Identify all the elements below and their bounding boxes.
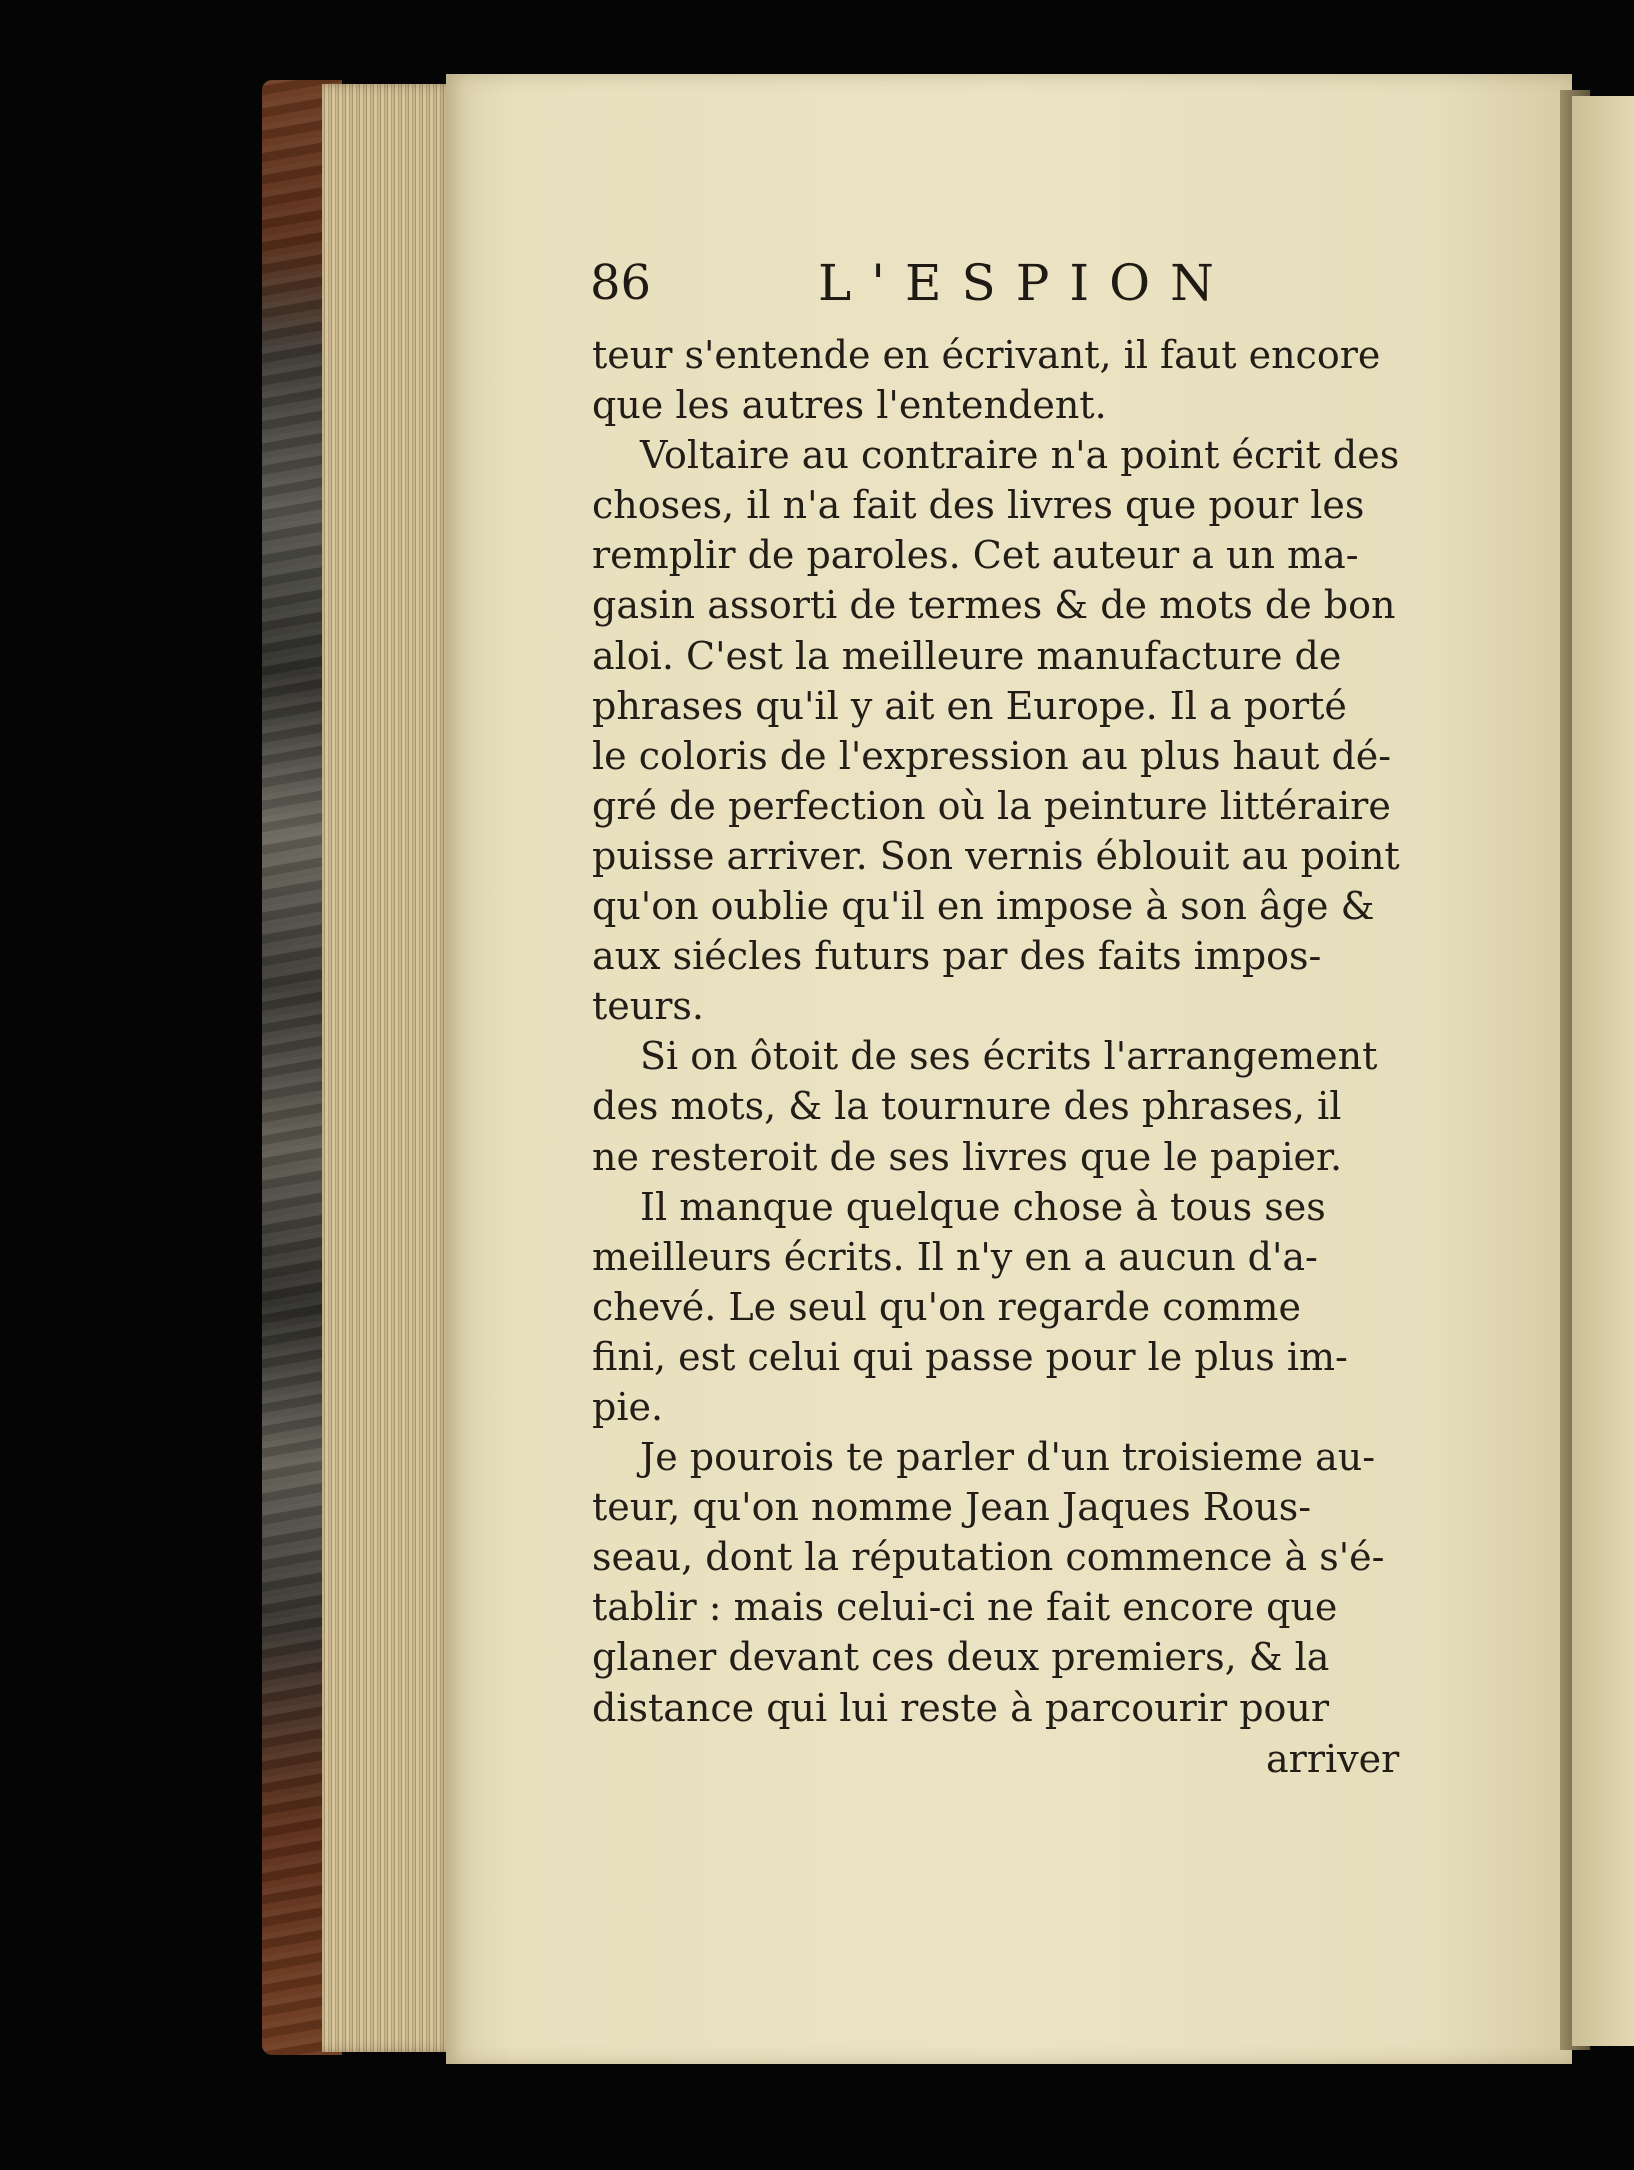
page-edges — [322, 84, 454, 2052]
paragraph: Voltaire au contraire n'a point écrit des choses, il n'a fait des livres que pour les remplir de paroles. Cet auteur a un ma- gasin assorti de termes & de mots de bon aloi. C'est la meilleure manufacture de phrases qu'il y ait en Europe. Il a porté le coloris de l'expression au plus haut dé- gré de perfection où la peinture littéraire puisse arriver. Son vernis éblouit au point qu'on oublie qu'il en impose à son âge & aux siécles futurs par des faits impos- teurs. — [592, 433, 1400, 1029]
paragraph: Si on ôtoit de ses écrits l'arrangement des mots, & la tournure des phrases, il ne resteroit de ses livres que le papier. — [592, 1034, 1378, 1179]
body-text — [592, 330, 1416, 1733]
facing-page-edge — [1572, 96, 1634, 2046]
catchword: arriver — [1266, 1737, 1400, 1781]
paragraph: Je pourois te parler d'un troisieme au- teur, qu'on nomme Jean Jaques Rous- seau, dont la réputation commence à s'é- tablir : mais celui-ci ne fait encore que glaner devant ces deux premiers, & la distance qui lui reste à parcourir pour — [592, 1435, 1385, 1730]
paragraph-continuation: teur s'entende en écrivant, il faut encore que les autres l'entendent. — [592, 333, 1381, 428]
paragraph: Il manque quelque chose à tous ses meilleurs écrits. Il n'y en a aucun d'a- chevé. Le seul qu'on regarde comme fini, est celui qui passe pour le plus im- pie. — [592, 1184, 1348, 1429]
page-number: 86 — [590, 255, 652, 311]
running-head: L'ESPION — [818, 254, 1234, 312]
